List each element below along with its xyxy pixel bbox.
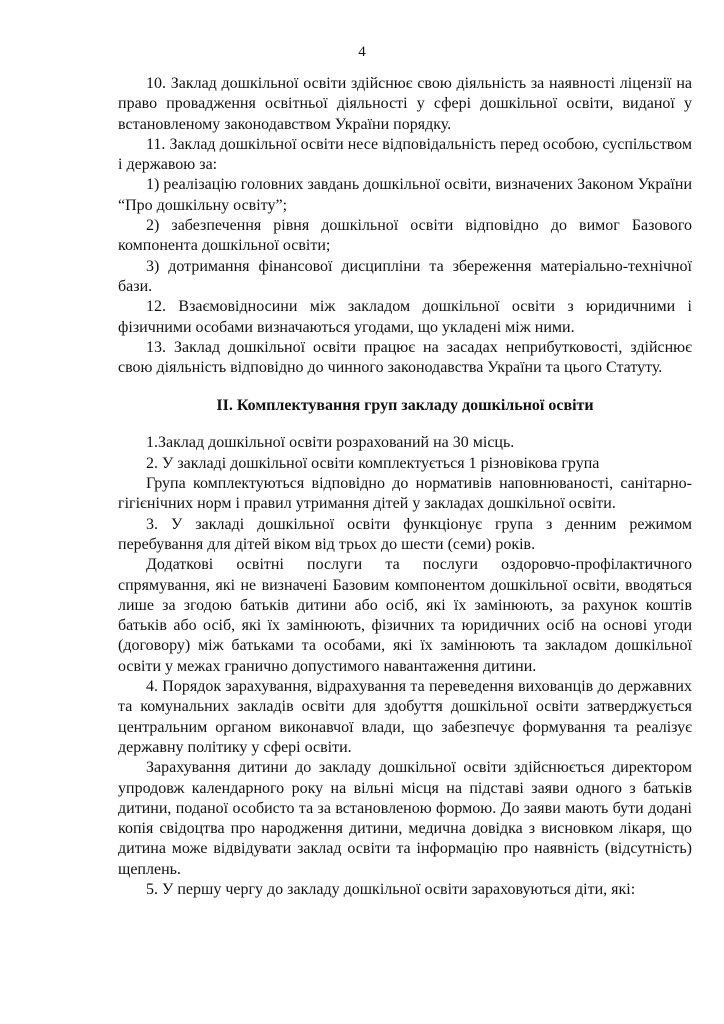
paragraph: 4. Порядок зарахування, відрахування та переведення вихованців до державних та комунальних закладів освіти для здобуття дошкільної освіти затверджується центральним органом виконавчої влади, що забезпечує формування та реалізує державну політику у сфері освіти.: [118, 678, 692, 756]
paragraph: 10. Заклад дошкільної освіти здійснює свою діяльність за наявності ліцензії на право провадження освітньої діяльності у сфері дошкільної освіти, виданої у встановленому законодавством України порядку.: [118, 75, 692, 133]
paragraph: 5. У першу чергу до закладу дошкільної освіти зараховуються діти, які:: [146, 880, 636, 898]
list-item: 1) реалізацію головних завдань дошкільної освіти, визначених Законом України “Про дошкільну освіту”;: [118, 176, 692, 214]
page-content: [118, 74, 692, 900]
paragraph: 11. Заклад дошкільної освіти несе відповідальність перед особою, суспільством і державою за:: [118, 135, 692, 174]
section-heading: ІІ. Комплектування груп закладу дошкільної освіти: [216, 397, 594, 415]
list-item: 3) дотримання фінансової дисципліни та збереження матеріально-технічної бази.: [118, 257, 692, 295]
paragraph: 1.Заклад дошкільної освіти розрахований на 30 місць.: [146, 434, 515, 452]
paragraph: Додаткові освітні послуги та послуги оздоровчо-профілактичного спрямування, які не визначені Базовим компонентом дошкільної освіти, вводяться лише за згодою батьків дитини або осіб, які їх замінюють, за рахунок коштів батьків або осіб, які їх замінюють, фізичних та юридичних осіб на основі угоди (договору) між батьками та особами, які їх замінюють та закладом дошкільної освіти у межах гранично допустимого навантаження дитини.: [118, 556, 692, 675]
paragraph: Група комплектуються відповідно до нормативів наповнюваності, санітарно-гігієнічних норм і правил утримання дітей у закладах дошкільної освіти.: [118, 475, 692, 513]
paragraph: 13. Заклад дошкільної освіти працює на засадах неприбутковості, здійснює свою діяльність відповідно до чинного законодавства України та цього Статуту.: [118, 338, 692, 377]
page-number: 4: [358, 44, 366, 60]
paragraph: 12. Взаємовідносини між закладом дошкільної освіти з юридичними і фізичними особами визначаються угодами, що укладені між ними.: [118, 298, 692, 336]
paragraph: 3. У закладі дошкільної освіти функціонує група з денним режимом перебування для дітей віком від трьох до шести (семи) років.: [118, 515, 692, 553]
paragraph: Зарахування дитини до закладу дошкільної освіти здійснюється директором упродовж календарного року на вільні місця на підставі заяви одного з батьків дитини, поданої особисто та за встановленою формою. До заяви мають бути додані копія свідоцтва про народження дитини, медична довідка з висновком лікаря, що дитина може відвідувати заклад освіти та інформацію про наявність (відсутність) щеплень.: [118, 759, 692, 878]
paragraph: 2. У закладі дошкільної освіти комплектується 1 різновікова група: [146, 454, 600, 472]
list-item: 2) забезпечення рівня дошкільної освіти відповідно до вимог Базового компонента дошкільної освіти;: [118, 217, 692, 255]
